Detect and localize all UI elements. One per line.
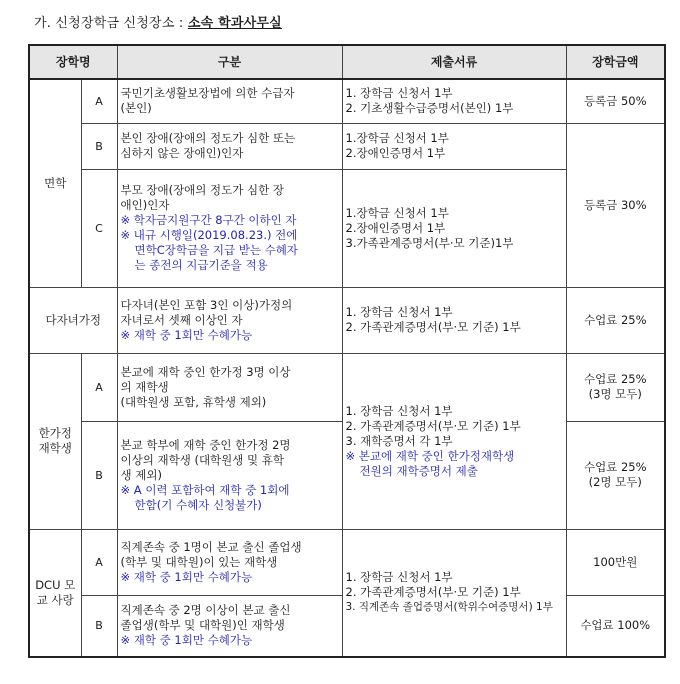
documents-cell: 1. 장학금 신청서 1부 2. 가족관계증명서(부·모 기준) 1부 3. 직계존속 졸업증명서(학위수여증명서) 1부 <box>342 529 566 657</box>
section-heading <box>34 12 282 31</box>
table-row <box>29 529 665 595</box>
sub-label: B <box>81 123 117 169</box>
condition-cell: 직계존속 중 1명이 본교 출신 졸업생 (학부 및 대학원)이 있는 재학생 ※ 재학 중 1회만 수혜가능 <box>117 529 342 595</box>
amount-cell: 수업료 25% <box>566 287 665 353</box>
group-dcu: DCU 모교 사랑 <box>29 529 81 657</box>
condition-cell: 다자녀(본인 포함 3인 이상)가정의 자녀로서 셋째 이상인 자 ※ 재학 중 1회만 수혜가능 <box>117 287 342 353</box>
sub-label: B <box>81 595 117 657</box>
header-category: 구분 <box>117 45 342 79</box>
sub-label: A <box>81 79 117 123</box>
table-row <box>29 353 665 421</box>
table-row <box>29 287 665 353</box>
scholarship-table <box>28 44 666 658</box>
documents-cell: 1.장학금 신청서 1부 2.장애인증명서 1부 3.가족관계증명서(부·모 기준)1부 <box>342 169 566 287</box>
condition-cell: 본교 학부에 재학 중인 한가정 2명 이상의 재학생 (대학원생 및 휴학 생 제외) ※ A 이력 포함하여 재학 중 1회에 한함(기 수혜자 신청불가) <box>117 421 342 529</box>
condition-cell: 직계존속 중 2명 이상이 본교 출신 졸업생(학부 및 대학원)인 재학생 ※ 재학 중 1회만 수혜가능 <box>117 595 342 657</box>
group-family: 한가정 재학생 <box>29 353 81 529</box>
sub-label: A <box>81 529 117 595</box>
amount-cell: 100만원 <box>566 529 665 595</box>
group-exemption: 면학 <box>29 79 81 287</box>
header-scholarship-name: 장학명 <box>29 45 117 79</box>
condition-cell: 본인 장애(장애의 정도가 심한 또는 심하지 않은 장애인)인자 <box>117 123 342 169</box>
documents-cell: 1. 장학금 신청서 1부 2. 가족관계증명서(부·모 기준) 1부 3. 재학증명서 각 1부 ※ 본교에 재학 중인 한가정재학생 전원의 재학증명서 제출 <box>342 353 566 529</box>
header-documents: 제출서류 <box>342 45 566 79</box>
amount-cell: 수업료 25% (2명 모두) <box>566 421 665 529</box>
documents-cell: 1. 장학금 신청서 1부 2. 가족관계증명서(부·모 기준) 1부 <box>342 287 566 353</box>
application-place: 소속 학과사무실 <box>187 16 282 31</box>
header-amount: 장학금액 <box>566 45 665 79</box>
sub-label: C <box>81 169 117 287</box>
documents-cell: 1. 장학금 신청서 1부 2. 기초생활수급증명서(본인) 1부 <box>342 79 566 123</box>
table-row <box>29 79 665 123</box>
sub-label: A <box>81 353 117 421</box>
group-multichild: 다자녀가정 <box>29 287 117 353</box>
table-header-row <box>29 45 665 79</box>
amount-cell: 등록금 50% <box>566 79 665 123</box>
heading-prefix: 가. 신청장학금 신청장소 : <box>34 16 188 31</box>
condition-cell: 본교에 재학 중인 한가정 3명 이상 의 재학생 (대학원생 포함, 휴학생 제외) <box>117 353 342 421</box>
table-row <box>29 123 665 169</box>
condition-cell: 부모 장애(장애의 정도가 심한 장 애인)인자 ※ 학자금지원구간 8구간 이하인 자 ※ 내규 시행일(2019.08.23.) 전에 면학C장학금을 지급 받는 수혜자 는 종전의 지급기준을 적용 <box>117 169 342 287</box>
documents-cell: 1.장학금 신청서 1부 2.장애인증명서 1부 <box>342 123 566 169</box>
amount-cell: 등록금 30% <box>566 123 665 287</box>
amount-cell: 수업료 25% (3명 모두) <box>566 353 665 421</box>
sub-label: B <box>81 421 117 529</box>
condition-cell: 국민기초생활보장법에 의한 수급자 (본인) <box>117 79 342 123</box>
amount-cell: 수업료 100% <box>566 595 665 657</box>
